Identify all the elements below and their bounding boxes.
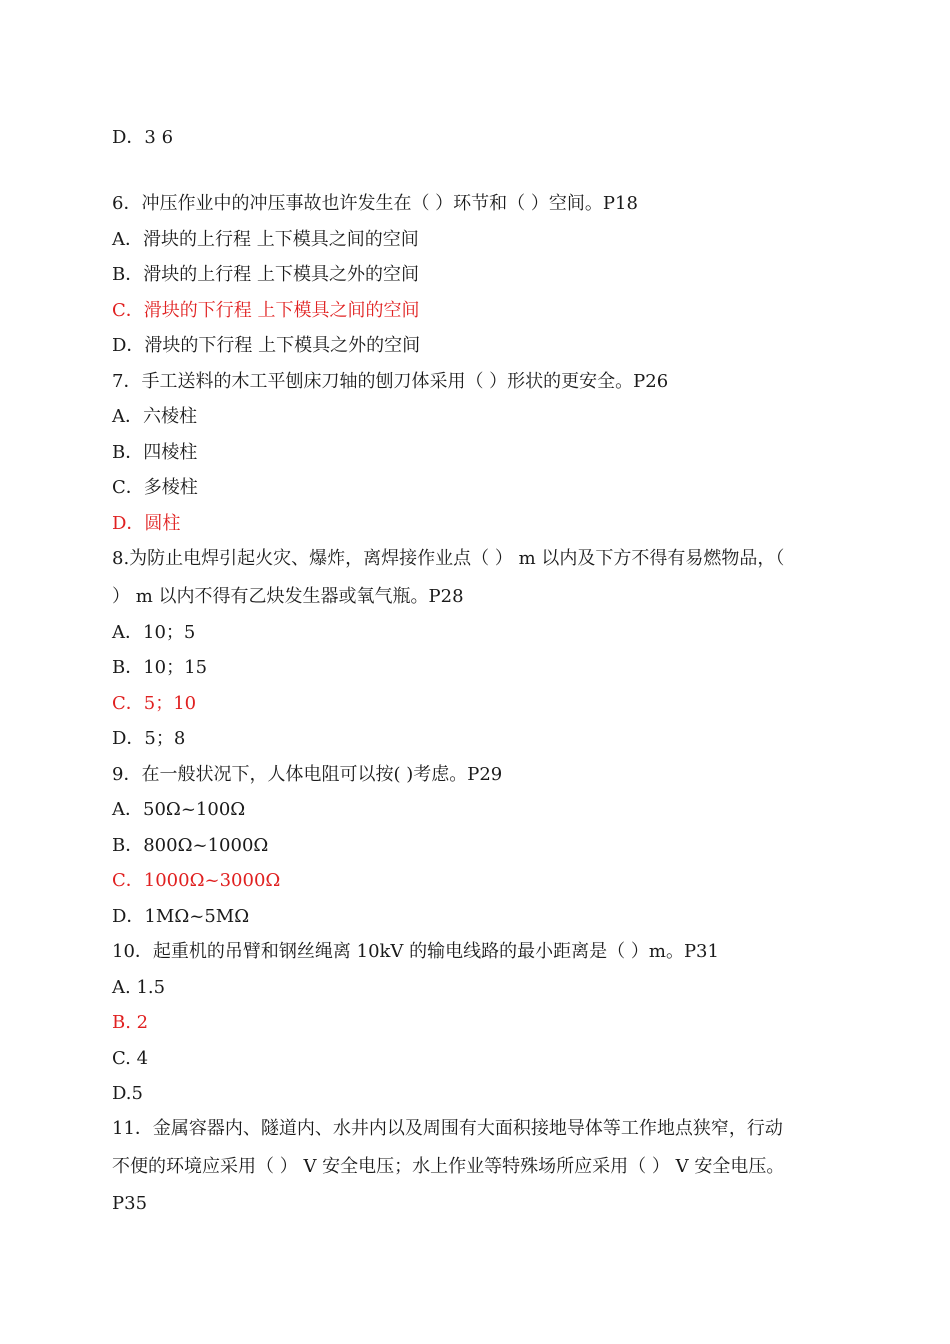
option-c-q9-answer: C．1000Ω~3000Ω [112, 870, 281, 891]
option-b-q7: B．四棱柱 [112, 442, 198, 463]
question-11-line-1: 11．金属容器内、隧道内、水井内以及周围有大面积接地导体等工作地点狭窄，行动 [112, 1118, 783, 1139]
option-d-q5: D．3 6 [112, 127, 174, 148]
option-a-q6: A．滑块的上行程 上下模具之间的空间 [112, 229, 419, 250]
option-a-q10: A. 1.5 [112, 977, 166, 998]
question-8-line-2: ） m 以内不得有乙炔发生器或氧气瓶。P28 [112, 586, 464, 607]
question-10: 10．起重机的吊臂和钢丝绳离 10kV 的输电线路的最小距离是（ ）m。P31 [112, 941, 719, 962]
option-c-q7: C．多棱柱 [112, 477, 198, 498]
option-b-q8: B．10；15 [112, 657, 208, 678]
option-d-q6: D．滑块的下行程 上下模具之外的空间 [112, 335, 421, 356]
option-d-q8: D．5；8 [112, 728, 186, 749]
option-c-q10: C. 4 [112, 1048, 149, 1069]
question-11-line-2: 不便的环境应采用（ ） V 安全电压；水上作业等特殊场所应采用（ ） V 安全电压。 [112, 1156, 785, 1177]
option-a-q9: A．50Ω~100Ω [112, 799, 246, 820]
question-8-line-1: 8.为防止电焊引起火灾、爆炸，离焊接作业点（ ） m 以内及下方不得有易燃物品，（ [112, 548, 785, 569]
option-c-q8-answer: C．5；10 [112, 693, 197, 714]
option-b-q6: B．滑块的上行程 上下模具之外的空间 [112, 264, 419, 285]
option-d-q10: D.5 [112, 1083, 143, 1104]
option-a-q8: A．10；5 [112, 622, 196, 643]
question-7: 7．手工送料的木工平刨床刀轴的刨刀体采用（ ）形状的更安全。P26 [112, 371, 669, 392]
option-c-q6-answer: C．滑块的下行程 上下模具之间的空间 [112, 300, 420, 321]
option-a-q7: A．六棱柱 [112, 406, 197, 427]
question-11-line-3: P35 [112, 1193, 148, 1214]
option-d-q9: D．1MΩ~5MΩ [112, 906, 250, 927]
option-b-q9: B．800Ω~1000Ω [112, 835, 269, 856]
question-6: 6．冲压作业中的冲压事故也许发生在（ ）环节和（ ）空间。P18 [112, 193, 638, 214]
option-d-q7-answer: D．圆柱 [112, 513, 181, 534]
question-9: 9．在一般状况下，人体电阻可以按( )考虑。P29 [112, 764, 503, 785]
option-b-q10-answer: B. 2 [112, 1012, 149, 1033]
